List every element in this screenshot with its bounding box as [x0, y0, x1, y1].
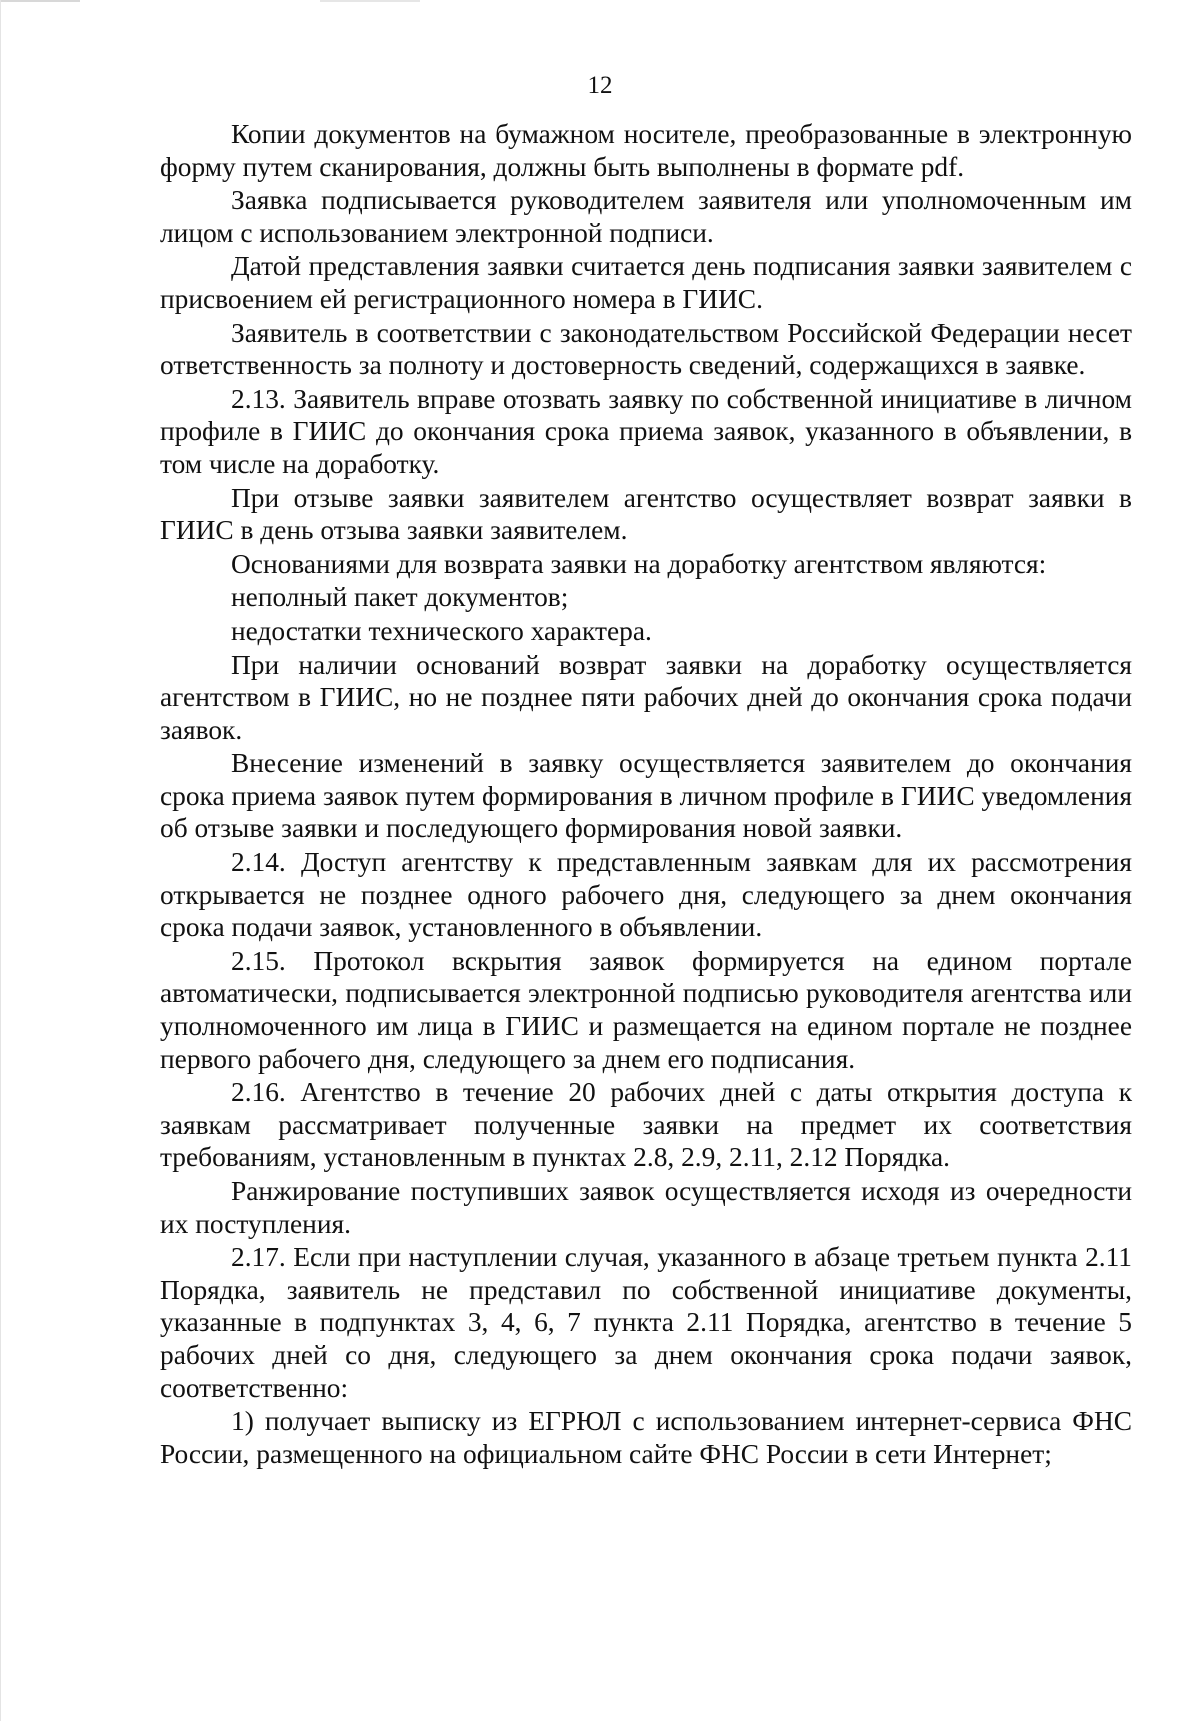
paragraph: 2.15. Протокол вскрытия заявок формируется на едином портале автоматически, подписывается электронной подписью руководителя агентства или уполномоченного им лица в ГИИС и размещается на едином портале не позднее первого рабочего дня, следующего за днем его подписания.	[160, 945, 1132, 1074]
paragraph: Внесение изменений в заявку осуществляется заявителем до окончания срока приема заявок путем формирования в личном профиле в ГИИС уведомления об отзыве заявки и последующего формирования новой заявки.	[160, 748, 1132, 844]
paragraph: Датой представления заявки считается день подписания заявки заявителем с присвоением ей регистрационного номера в ГИИС.	[160, 251, 1132, 314]
paragraph: 2.16. Агентство в течение 20 рабочих дней с даты открытия доступа к заявкам рассматривает полученные заявки на предмет их соответствия требованиям, установленным в пунктах 2.8, 2.9, 2.11, 2.12 Порядка.	[160, 1077, 1132, 1173]
paragraph: 1) получает выписку из ЕГРЮЛ с использованием интернет-сервиса ФНС России, размещенного на официальном сайте ФНС России в сети Интернет;	[160, 1406, 1132, 1469]
scan-artifact-left	[0, 0, 1, 1721]
paragraph: недостатки технического характера.	[231, 615, 652, 646]
paragraph: Заявка подписывается руководителем заявителя или уполномоченным им лицом с использованием электронной подписи.	[160, 185, 1132, 248]
document-body	[160, 118, 1132, 1471]
paragraph: 2.13. Заявитель вправе отозвать заявку по собственной инициативе в личном профиле в ГИИС до окончания срока приема заявок, указанного в объявлении, в том числе на доработку.	[160, 383, 1132, 479]
paragraph: неполный пакет документов;	[231, 582, 569, 613]
scan-artifact-top	[0, 0, 1200, 2]
paragraph: Копии документов на бумажном носителе, преобразованные в электронную форму путем сканирования, должны быть выполнены в формате pdf.	[160, 119, 1132, 182]
paragraph: При отзыве заявки заявителем агентство осуществляет возврат заявки в ГИИС в день отзыва заявки заявителем.	[160, 482, 1132, 546]
paragraph: Основаниями для возврата заявки на доработку агентством являются:	[231, 548, 1047, 579]
page-number: 12	[587, 72, 613, 99]
paragraph: Заявитель в соответствии с законодательством Российской Федерации несет ответственность за полноту и достоверность сведений, содержащихся в заявке.	[160, 317, 1132, 381]
paragraph: Ранжирование поступивших заявок осуществляется исходя из очередности их поступления.	[160, 1176, 1132, 1239]
paragraph: При наличии оснований возврат заявки на доработку осуществляется агентством в ГИИС, но не позднее пяти рабочих дней до окончания срока подачи заявок.	[160, 649, 1132, 745]
paragraph: 2.17. Если при наступлении случая, указанного в абзаце третьем пункта 2.11 Порядка, заявитель не представил по собственной инициативе документы, указанные в подпунктах 3, 4, 6, 7 пункта 2.11 Порядка, агентство в течение 5 рабочих дней со дня, следующего за днем окончания срока подачи заявок, соответственно:	[160, 1242, 1132, 1403]
paragraph: 2.14. Доступ агентству к представленным заявкам для их рассмотрения открывается не позднее одного рабочего дня, следующего за днем окончания срока подачи заявок, установленного в объявлении.	[160, 847, 1132, 943]
